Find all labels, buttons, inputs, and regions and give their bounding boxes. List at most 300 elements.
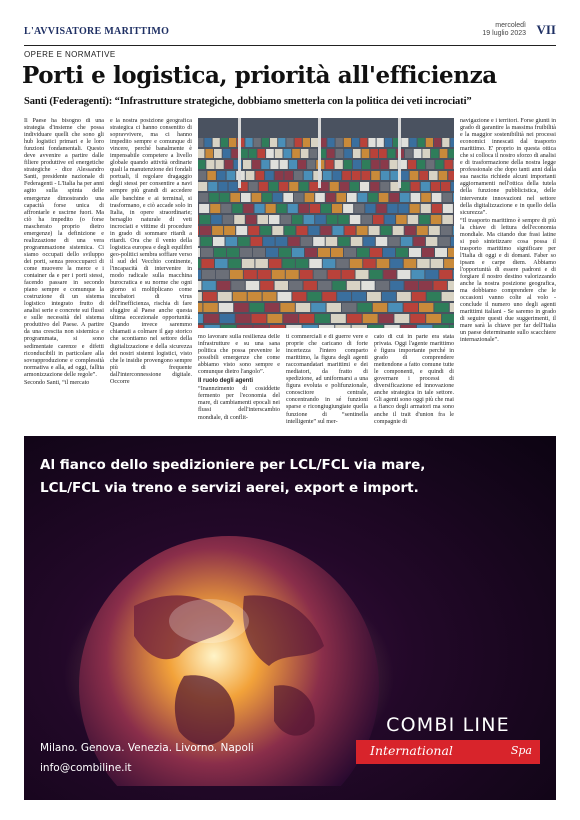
container-block (246, 281, 259, 290)
container-block (357, 248, 369, 257)
container-block (442, 193, 452, 202)
container-block (325, 160, 333, 169)
container-block (201, 237, 213, 246)
container-block (361, 215, 372, 224)
column-text: navigazione e i territori. Forse giunti in grado di garantire la massima fruibilità e la maggior sostenibilità nei processi economici innescati dal trasporto marittimo. E' proprio in questa ottica che si colloca il nostro sforzo di analisi e di trasformazione della nostra legge professionale che dopo tanti anni dalla sua nascita richiede alcuni importanti aggiornamenti nell'ottica della tutela della funzione pubblicistica, delle intervenute innovazioni nel settore della digitalizzazione e in quello della sicurezza”. (460, 118, 556, 216)
container-block (266, 149, 274, 158)
container-block (213, 138, 220, 147)
container-block (198, 259, 201, 268)
container-block (279, 248, 291, 257)
container-block (249, 182, 258, 191)
container-stacks-icon (198, 118, 454, 328)
container-block (275, 149, 283, 158)
container-block (417, 259, 430, 268)
container-block (295, 138, 302, 147)
container-block (328, 270, 341, 279)
container-block (304, 171, 313, 180)
container-block (404, 259, 417, 268)
container-block (218, 182, 227, 191)
container-block (256, 171, 265, 180)
container-block (233, 292, 247, 301)
container-block (284, 149, 292, 158)
column-text: “Inannzimento di cosiddette fermento per l'economia del mare, di cambiamenti epocali nei flussi dell'interscambio mondiale, di conflit- (198, 386, 280, 421)
container-block (286, 325, 301, 328)
container-block (379, 193, 389, 202)
container-block (289, 182, 298, 191)
issue-day: 19 luglio 2023 (482, 30, 526, 37)
container-block (344, 248, 356, 257)
container-block (199, 204, 209, 213)
container-block (201, 248, 213, 257)
container-block (357, 303, 371, 312)
container-block (220, 314, 235, 323)
container-block (251, 237, 263, 246)
container-block (310, 149, 318, 158)
container-block (441, 182, 450, 191)
container-block (292, 149, 300, 158)
container-block (388, 149, 396, 158)
container-block (358, 193, 368, 202)
container-block (421, 182, 430, 191)
container-block (199, 193, 209, 202)
container-block (414, 149, 422, 158)
container-block (426, 314, 441, 323)
container-block (315, 193, 325, 202)
container-block (397, 270, 410, 279)
container-block (262, 138, 269, 147)
container-block (401, 138, 408, 147)
container-block (394, 314, 409, 323)
container-block (431, 149, 439, 158)
container-block (335, 325, 350, 328)
container-block (208, 182, 217, 191)
container-block (368, 138, 375, 147)
container-block (450, 138, 454, 147)
container-block (198, 325, 203, 328)
crane-leg (318, 118, 321, 188)
container-block (315, 215, 326, 224)
container-block (238, 237, 250, 246)
container-block (426, 138, 433, 147)
container-block (438, 237, 450, 246)
container-block (277, 204, 287, 213)
container-block (198, 215, 199, 224)
container-block (259, 182, 268, 191)
container-block (362, 160, 370, 169)
container-block (263, 237, 275, 246)
container-block (352, 138, 359, 147)
container-block (357, 226, 368, 235)
container-block (273, 193, 283, 202)
container-block (342, 171, 351, 180)
container-block (370, 270, 383, 279)
container-block (266, 248, 278, 257)
container-block (426, 160, 434, 169)
container-block (278, 292, 292, 301)
container-block (267, 314, 282, 323)
container-block (292, 215, 303, 224)
container-block (323, 171, 332, 180)
article-subheadline: Santi (Federagenti): “Infrastrutture strategiche, dobbiamo smetterla con la politica dei veti incrociati” (24, 96, 472, 107)
container-block (286, 138, 293, 147)
container-block (327, 149, 335, 158)
container-block (368, 193, 378, 202)
container-block (299, 182, 308, 191)
paper-name: L'AVVISATORE MARITTIMO (24, 26, 170, 37)
masthead (24, 18, 556, 46)
container-block (248, 292, 262, 301)
container-block (390, 171, 399, 180)
article-column-6 (460, 118, 556, 430)
container-block (382, 292, 396, 301)
container-block (411, 193, 421, 202)
container-block (448, 248, 454, 257)
container-block (253, 325, 268, 328)
container-block (311, 303, 325, 312)
container-block (390, 281, 403, 290)
container-block (269, 259, 282, 268)
container-block (390, 160, 398, 169)
container-block (234, 303, 248, 312)
container-block (240, 248, 252, 257)
container-block (286, 270, 299, 279)
container-block (258, 270, 271, 279)
container-block (445, 160, 453, 169)
container-block (338, 215, 349, 224)
container-block (344, 160, 352, 169)
container-block (352, 171, 361, 180)
container-block (400, 193, 410, 202)
container-block (226, 237, 238, 246)
container-block (284, 226, 295, 235)
article-subtitle: Il ruolo degli agenti (198, 378, 254, 385)
container-block (400, 171, 409, 180)
container-block (451, 237, 454, 246)
container-block (345, 226, 356, 235)
container-block (409, 248, 421, 257)
container-block (221, 204, 231, 213)
container-block (376, 237, 388, 246)
container-block (327, 215, 338, 224)
container-block (236, 226, 247, 235)
container-block (442, 138, 449, 147)
container-block (202, 259, 215, 268)
container-block (198, 303, 202, 312)
container-block (442, 215, 453, 224)
container-block (261, 160, 269, 169)
container-block (453, 270, 454, 279)
container-block (385, 215, 396, 224)
section-label: OPERE E NORMATIVE (24, 50, 116, 59)
container-block (426, 237, 438, 246)
container-block (278, 138, 285, 147)
container-block (255, 204, 265, 213)
container-block (243, 204, 253, 213)
article-column-3 (198, 334, 280, 430)
container-block (209, 193, 219, 202)
container-block (367, 292, 381, 301)
container-block (326, 193, 336, 202)
container-block (410, 204, 420, 213)
container-block (198, 314, 203, 323)
container-block (439, 171, 448, 180)
container-block (318, 281, 331, 290)
container-block (292, 292, 306, 301)
brand-strip (356, 740, 540, 764)
container-block (347, 281, 360, 290)
container-block (223, 215, 234, 224)
container-block (230, 270, 243, 279)
container-block (298, 160, 306, 169)
ad-headline (40, 454, 540, 500)
container-block (310, 204, 320, 213)
container-block (242, 259, 255, 268)
container-block (354, 204, 364, 213)
container-block (319, 325, 334, 328)
container-block (435, 248, 447, 257)
container-block (405, 149, 413, 158)
container-block (276, 237, 288, 246)
container-block (421, 193, 431, 202)
container-block (333, 226, 344, 235)
container-block (410, 314, 425, 323)
ad-email-link[interactable]: info@combiline.it (40, 762, 132, 774)
container-block (203, 292, 217, 301)
container-block (279, 182, 288, 191)
container-block (280, 160, 288, 169)
container-block (198, 171, 206, 180)
container-block (434, 281, 447, 290)
container-block (303, 138, 310, 147)
container-block (427, 292, 441, 301)
container-block (280, 303, 294, 312)
container-block (284, 171, 293, 180)
container-block (432, 193, 442, 202)
container-block (214, 248, 226, 257)
column-text: mo lavorare sulla resilienza delle infrastrutture e su una sana politica che possa prevenire le possibili emergenze che come abbiamo visto sono sempre e comunque dietro l'angolo”. (198, 334, 280, 376)
container-block (262, 193, 272, 202)
container-block (211, 215, 222, 224)
article-column-2 (110, 118, 192, 430)
container-block (243, 160, 251, 169)
container-block (347, 193, 357, 202)
container-block (250, 303, 264, 312)
combi-line-logo (356, 714, 540, 764)
container-block (393, 226, 404, 235)
container-block (397, 292, 411, 301)
container-block (405, 226, 416, 235)
container-block (434, 138, 441, 147)
container-block (431, 259, 444, 268)
container-block (389, 193, 399, 202)
container-block (236, 314, 251, 323)
container-block (448, 149, 454, 158)
container-block (336, 149, 344, 158)
brand-international: International (370, 743, 453, 758)
container-block (335, 160, 343, 169)
container-block (272, 270, 285, 279)
container-block (218, 292, 232, 301)
container-block (229, 138, 236, 147)
container-block (360, 138, 367, 147)
container-block (301, 237, 313, 246)
container-block (198, 292, 202, 301)
container-block (198, 182, 207, 191)
container-block (451, 182, 454, 191)
column-text: ti commerciali e di guerre vere e proprie che caricano di forte incertezza l'intero comparto marittimo, la figura degli agenti raccomandatari marittimi e dei mediatori, da fratto di spedizione, ad uniformarsi a una figura evoluta e polifunzionale, conoscitore centrale, concentrando in sé funzioni sparse e ricongiugiungiate quella funzione di “sentinella intelligente” sul mer- (286, 334, 368, 425)
container-block (216, 270, 229, 279)
container-block (332, 204, 342, 213)
container-block (419, 281, 432, 290)
container-block (309, 182, 318, 191)
brand-name: COMBI LINE (386, 714, 510, 736)
container-block (377, 138, 384, 147)
container-block (231, 149, 239, 158)
ad-headline-line: LCL/FCL via treno e servizi aerei, export e import. (40, 480, 419, 496)
container-block (342, 270, 355, 279)
ad-headline-line: Al fianco dello spedizioniere per LCL/FCL via mare, (40, 457, 426, 473)
container-block (320, 226, 331, 235)
container-block (232, 204, 242, 213)
container-block (429, 226, 440, 235)
container-block (442, 292, 454, 301)
container-block (205, 149, 213, 158)
container-block (440, 149, 448, 158)
container-block (253, 248, 265, 257)
container-block (399, 204, 409, 213)
container-block (396, 215, 407, 224)
container-block (257, 215, 268, 224)
container-block (350, 259, 363, 268)
container-block (283, 193, 293, 202)
container-block (370, 149, 378, 158)
column-text: Il Paese ha bisogno di una strategia d'insieme che possa individuare quelli che sono gli hub logistici primari e le loro funzioni fondamentali. Questo deve avvenire a partire dalle filiere produttive ed energetiche strategiche - dice Alessandro Santi, presidente nazionale di Federagenti - L'Italia ha per anni agito sulla spinta delle emergenze dimostrando una capacità forse unica di affrontarle e uscirne fuori. Ma ciò ha impedito (o forse mascherato proprio dietro emergenze) la definizione e realizzazione di una vera programmazione sistemica. Ci siamo occupati dello sviluppo dei porti, senza preoccuparci di come muovere la merce e i container da e per i porti stessi, facendo passare in secondo piano sempre e comunque la costruzione di un sistema logistico integrato frutto di analisi serie e concrete sui flussi e sulle necessità del sistema produttivo del Paese. A partire da una crescita non sistemica e programmata, si sono sedimentate carenze e difetti riconducibili in particolare alla sovrapproduzione e complessità normativa e alla, ad oggi, fallita armonizzazione delle regole”. (24, 118, 104, 378)
container-block (210, 204, 220, 213)
container-block (390, 259, 403, 268)
container-block (404, 303, 418, 312)
container-block (313, 237, 325, 246)
container-block (198, 160, 205, 169)
container-block (308, 226, 319, 235)
container-block (435, 160, 443, 169)
container-block (241, 193, 251, 202)
container-block (217, 281, 230, 290)
container-block (198, 138, 203, 147)
container-block (419, 303, 433, 312)
container-block (340, 182, 349, 191)
container-block (202, 281, 215, 290)
container-block (270, 160, 278, 169)
container-block (412, 292, 426, 301)
issue-weekday: mercoledì (495, 22, 526, 29)
container-block (220, 193, 230, 202)
container-block (332, 281, 345, 290)
container-block (363, 259, 376, 268)
container-block (384, 325, 399, 328)
container-block (292, 248, 304, 257)
container-block (388, 237, 400, 246)
crane-leg (398, 118, 401, 188)
container-block (353, 160, 361, 169)
container-block (342, 303, 356, 312)
container-block (362, 149, 370, 158)
container-block (305, 248, 317, 257)
container-block (331, 248, 343, 257)
container-block (425, 270, 438, 279)
container-block (229, 182, 238, 191)
container-block (281, 215, 292, 224)
container-block (228, 259, 241, 268)
container-block (301, 149, 309, 158)
container-block (369, 226, 380, 235)
container-block (444, 259, 454, 268)
container-block (380, 182, 389, 191)
container-block (289, 160, 297, 169)
container-block (288, 237, 300, 246)
container-block (363, 314, 378, 323)
container-block (419, 215, 430, 224)
container-block (388, 303, 402, 312)
container-block (206, 160, 214, 169)
container-block (453, 193, 454, 202)
container-block (307, 160, 315, 169)
container-block (387, 204, 397, 213)
container-block (352, 325, 367, 328)
article-body (24, 118, 556, 430)
container-block (255, 259, 268, 268)
container-block (331, 314, 346, 323)
container-block (422, 149, 430, 158)
container-block (370, 182, 379, 191)
container-block (227, 171, 236, 180)
brand-suffix: Spa (510, 744, 532, 757)
container-block (224, 226, 235, 235)
container-block (431, 182, 440, 191)
container-block (221, 325, 236, 328)
container-block (252, 193, 262, 202)
combi-line-advertisement[interactable] (24, 436, 556, 800)
container-block (417, 226, 428, 235)
container-block (198, 270, 201, 279)
container-block (198, 226, 199, 235)
container-block (453, 226, 454, 235)
container-block (240, 149, 248, 158)
container-block (212, 226, 223, 235)
column-text: cato di cui in parte era stata privata. Oggi l'agente marittimo è figura importante perché in grado di comprendere mettendone a fatto comune tutte le componenti, e quindi di governare i processi di diversificazione ed innovazione anche strategica in tale settore. Gli agenti sono oggi più che mai a fianco degli armatori ma sono anche il trait d'union fra le compagnie di (374, 334, 454, 425)
container-block (296, 226, 307, 235)
container-block (365, 204, 375, 213)
container-block (356, 270, 369, 279)
container-block (352, 292, 366, 301)
article-column-5 (374, 334, 454, 430)
container-block (363, 237, 375, 246)
container-block (263, 292, 277, 301)
container-block (198, 149, 204, 158)
container-block (408, 215, 419, 224)
container-block (246, 215, 257, 224)
container-block (270, 138, 277, 147)
container-block (336, 138, 343, 147)
container-block (315, 314, 330, 323)
container-block (223, 149, 231, 158)
container-block (401, 237, 413, 246)
container-block (411, 182, 420, 191)
container-block (401, 325, 416, 328)
container-block (270, 325, 285, 328)
container-block (371, 171, 380, 180)
column-text: e la nostra posizione geografica strategica ci hanno consentito di sopravvivere, ma ci hanno impedito sempre e comunque di vincere, perché banalmente è impensabile competere a livello globale quando attività ordinarie quali la manutenzione dei fondali portuali, il regolare dragaggio degli stessi per consentire a navi sempre più grandi di accedere alle banchine e ai terminal, si trasformano, e ciò accade solo in Italia, in opere straordinarie; bersaglio naturale di veti incrociati e vittime di procedure in grado di sommare ritardi a ritardi. Ora che il vento della logistica europea e degli equilibri geo-politici sembra soffiare verso il sud del Vecchio continente, l'incapacità di intervenire in modo radicale sulla macchina burocratica e su norme che ogni giorno si moltiplicano come incubatori di virus dell'inefficienza, rischia di fare sfuggire al Paese anche questa ultima eccezionale opportunità. Quando invece saremmo chiamati a colmare il gap storico che scontiamo nel settore della digitalizzazione e della sicurezza dei nostri sistemi logistici, visto che le insidie provengono sempre più di frequente dall'interconnessione digitale. Occorre (110, 118, 192, 385)
issue-date (482, 22, 526, 38)
